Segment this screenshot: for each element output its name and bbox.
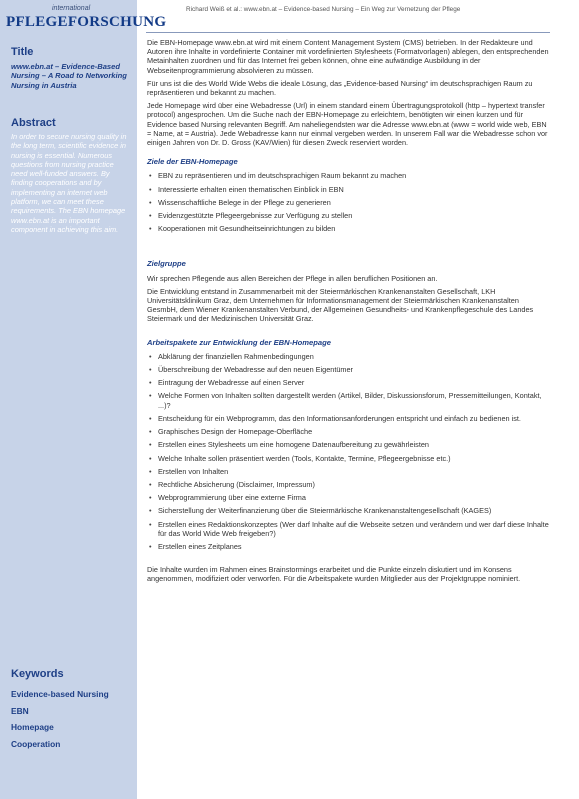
paragraph: Die EBN-Homepage www.ebn.at wird mit einem Content Management System (CMS) betrieben. In der Redakteure und Autoren ihre Inhalte in vordefinierte Container mit vordefinierten Stylesheets (Formatvorlagen) ablegen, den entsprechenden Metainhalten zuordnen und für das Internet frei geben können, ohne eine aufwändige Ausbildung in der Webseitenprogrammierung absolvieren zu müssen. <box>147 38 549 75</box>
list-item: • Eintragung der Webadresse auf einen Server <box>147 378 551 387</box>
english-title: www.ebn.at – Evidence-Based Nursing – A Road to Networking Nursing in Austria <box>11 62 127 90</box>
article-body <box>147 38 551 588</box>
list-item: • Welche Inhalte sollen präsentiert werden (Tools, Kontakte, Termine, Pflegeergebnisse etc.) <box>147 454 551 463</box>
list-item: • Sicherstellung der Weiterfinanzierung über die Steiermärkische Krankenanstaltengesellschaft (KAGES) <box>147 506 551 515</box>
paragraph: Für uns ist die des World Wide Webs die ideale Lösung, das „Evidence-based Nursing“ im deutschsprachigen Raum zu repräsentieren und bekannt zu machen. <box>147 78 533 98</box>
keyword: Evidence-based Nursing <box>11 689 109 699</box>
logo-superscript: international <box>52 5 91 12</box>
abstract-heading: Abstract <box>11 117 56 129</box>
abstract-text: In order to secure nursing quality in the long term, scientific evidence in nursing is essential. Numerous questions from nursing practice need well-funded answers. By finding cooperations and by implementing an internet web platform, we can meet these requirements. The EBN homepage www.ebn.at is an important component in achieving this aim. <box>11 132 127 234</box>
logo-part-2: FORSCHUNG <box>67 14 167 30</box>
list-item: • Abklärung der finanziellen Rahmenbedingungen <box>147 352 551 361</box>
keyword: Cooperation <box>11 738 61 749</box>
list-item: • Evidenzgestützte Pflegeergebnisse zur Verfügung zu stellen <box>147 211 551 220</box>
title-heading: Title <box>11 46 34 58</box>
list-item: • Erstellen von Inhalten <box>147 467 551 476</box>
logo-part-1: PFLEGE <box>6 14 68 30</box>
journal-logo <box>6 14 167 31</box>
paragraph: Wir sprechen Pflegende aus allen Bereichen der Pflege in allen beruflichen Positionen an. <box>147 273 438 283</box>
goals-list <box>147 171 551 233</box>
list-item: • Überschreibung der Webadresse auf den neuen Eigentümer <box>147 365 551 374</box>
keyword: EBN <box>11 705 29 716</box>
section-heading-work-packages: Arbeitspakete zur Entwicklung der EBN-Homepage <box>147 337 331 347</box>
keywords-heading: Keywords <box>11 668 64 680</box>
list-item: • Rechtliche Absicherung (Disclaimer, Impressum) <box>147 480 551 489</box>
section-heading-target-group: Zielgruppe <box>147 259 186 269</box>
list-item: • Entscheidung für ein Webprogramm, das den Informationsanforderungen entspricht und einfach zu bedienen ist. <box>147 414 551 423</box>
list-item: • Erstellen eines Zeitplanes <box>147 542 551 551</box>
closing-paragraph: Die Inhalte wurden im Rahmen eines Brainstormings erarbeitet und die Punkte einzeln diskutiert und im Konsens angenommen, modifiziert oder verworfen. Für die Arbeitspakete wurden Mitglieder aus der Projektgruppe nominiert. <box>147 565 521 584</box>
list-item: • Wissenschaftliche Belege in der Pflege zu generieren <box>147 198 551 207</box>
list-item: • Erstellen eines Redaktionskonzeptes (Wer darf Inhalte auf die Webseite setzen und verändern und wer darf diese Inhalte für das World Wide Web freigeben?) <box>147 520 551 538</box>
list-item: • Welche Formen von Inhalten sollten dargestellt werden (Artikel, Bilder, Diskussionsforum, Pressemitteilungen, Kontakt, ...)? <box>147 391 551 409</box>
list-item: • Webprogrammierung über eine externe Firma <box>147 493 551 502</box>
list-item: • Interessierte erhalten einen thematischen Einblick in EBN <box>147 185 551 194</box>
list-item: • Erstellen eines Stylesheets um eine homogene Datenaufbereitung zu gewährleisten <box>147 440 551 449</box>
paragraph: Die Entwicklung entstand in Zusammenarbeit mit der Steiermärkischen Krankenanstalten Gesellschaft, LKH Universitätsklinikum Graz, dem Unternehmen für Informationsmanagement der Steiermärkischen Krankenanstalten GesmbH, dem Wiener Krankenanstalten Verbund, der Allgemeinen Gesundheits- und Krankenpflegeschule des Landes Steiermark und der Medizinischen Universität Graz. <box>147 286 534 324</box>
work-packages-list <box>147 352 551 551</box>
running-head: Richard Weiß et al.: www.ebn.at – Evidence-based Nursing – Ein Weg zur Vernetzung der Pflege <box>186 6 461 13</box>
header-divider <box>146 32 550 33</box>
paragraph: Jede Homepage wird über eine Webadresse (Url) in einem standard einem Übertragungsprotokoll (http – hypertext transfer protocol) angesprochen. Um die Suche nach der EBN-Homepage zu erleichtern, benötigten wir einen kurzen und für Evidence based Nursing relevanten Begriff. Am naheliegendsten war die Adresse www.ebn.at (www = world wide web, EBN = Name, at = Austria). Jede Webadresse kann nur einmal vergeben werden. In unserem Fall war die Webadresse schon vor einigen Jahren von Dr. D. Gross (KAV/Wien) für diesen Zweck reserviert worden. <box>147 101 548 148</box>
list-item: • Graphisches Design der Homepage-Oberfläche <box>147 427 551 436</box>
section-heading-goals: Ziele der EBN-Homepage <box>147 157 238 167</box>
keywords-list <box>11 686 109 752</box>
list-item: • Kooperationen mit Gesundheitseinrichtungen zu bilden <box>147 224 551 233</box>
keyword: Homepage <box>11 722 54 732</box>
list-item: • EBN zu repräsentieren und im deutschsprachigen Raum bekannt zu machen <box>147 171 551 180</box>
